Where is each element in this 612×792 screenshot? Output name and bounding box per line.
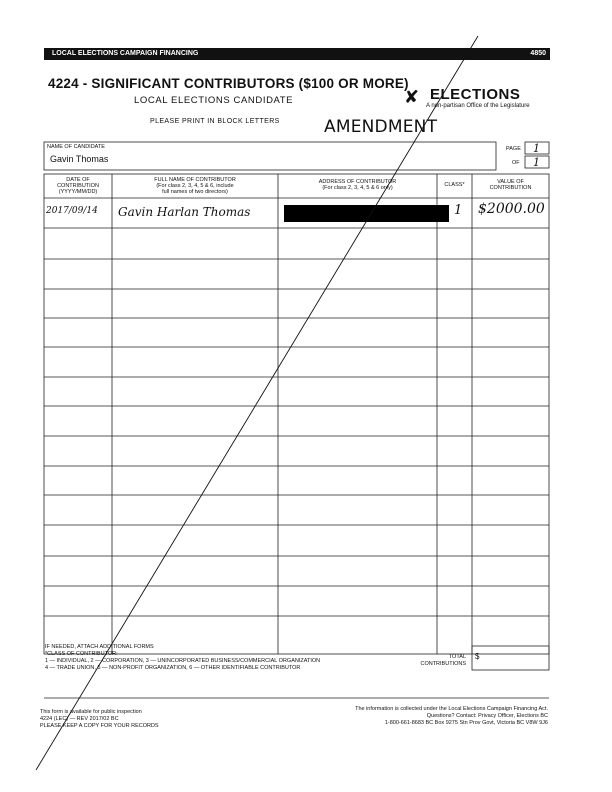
class-line-1: 1 — INDIVIDUAL, 2 — CORPORATION, 3 — UNINCORPORATED BUSINESS/COMMERCIAL ORGANIZATION bbox=[45, 658, 321, 664]
row-value[interactable]: $2000.00 bbox=[478, 201, 545, 217]
header-class: CLASS* bbox=[444, 182, 465, 188]
class-line-2: 4 — TRADE UNION, 5 — NON-PROFIT ORGANIZATION, 6 — OTHER IDENTIFIABLE CONTRIBUTOR bbox=[45, 665, 301, 671]
candidate-name-label: NAME OF CANDIDATE bbox=[47, 144, 105, 150]
total-value[interactable]: $ bbox=[475, 652, 480, 661]
class-heading: *CLASS OF CONTRIBUTOR: bbox=[45, 651, 118, 657]
form-title: 4224 - SIGNIFICANT CONTRIBUTORS ($100 OR MORE) bbox=[48, 76, 409, 91]
candidate-box bbox=[44, 142, 496, 170]
legal-right: The information is collected under the Local Elections Campaign Financing Act. Questions? Contact: Privacy Officer, Elections BC 1-800-661-8683 BC Box 9275 Stn Prov Govt, Victoria BC V8W 9J6 bbox=[355, 706, 548, 726]
banner-title: LOCAL ELECTIONS CAMPAIGN FINANCING bbox=[52, 50, 199, 57]
redacted-address bbox=[284, 205, 449, 222]
print-instruction: PLEASE PRINT IN BLOCK LETTERS bbox=[150, 118, 280, 125]
amendment-stamp: AMENDMENT bbox=[324, 117, 438, 137]
elections-checkmark-icon: ✘ bbox=[404, 87, 420, 107]
page-of-value[interactable]: 1 bbox=[533, 156, 540, 169]
row-contributor-name[interactable]: Gavin Harlan Thomas bbox=[118, 205, 251, 219]
legal-left: This form is available for public inspection 4224 (LEC) — REV 2017/02 BC PLEASE KEEP A COPY FOR YOUR RECORDS bbox=[40, 709, 159, 729]
header-value: VALUE OF CONTRIBUTION bbox=[489, 179, 532, 191]
row-date[interactable]: 2017/09/14 bbox=[46, 206, 98, 216]
attach-forms-note: IF NEEDED, ATTACH ADDITIONAL FORMS bbox=[45, 644, 154, 650]
page-label: PAGE bbox=[506, 146, 521, 152]
page-value[interactable]: 1 bbox=[533, 142, 540, 155]
logo-tagline: A non-partisan Office of the Legislature bbox=[426, 103, 530, 109]
header-name: FULL NAME OF CONTRIBUTOR (For class 2, 3, 4, 5 & 6, include full names of two directors) bbox=[154, 177, 236, 195]
logo-wordmark: ELECTIONS bbox=[430, 86, 521, 103]
total-box bbox=[472, 646, 549, 670]
footer-notes bbox=[45, 644, 320, 672]
row-class[interactable]: 1 bbox=[454, 203, 463, 218]
form-subtitle: LOCAL ELECTIONS CANDIDATE bbox=[134, 95, 294, 106]
page-of-label: OF bbox=[512, 160, 520, 166]
banner-code: 4850 bbox=[530, 50, 546, 57]
header-address: ADDRESS OF CONTRIBUTOR (For class 2, 3, 4, 5 & 6 only) bbox=[318, 179, 397, 191]
total-label: TOTAL CONTRIBUTIONS bbox=[420, 654, 466, 667]
table-outline bbox=[44, 174, 549, 654]
candidate-name-value[interactable]: Gavin Thomas bbox=[50, 154, 109, 164]
header-date: DATE OF CONTRIBUTION (YYYY/MM/DD) bbox=[57, 177, 99, 195]
